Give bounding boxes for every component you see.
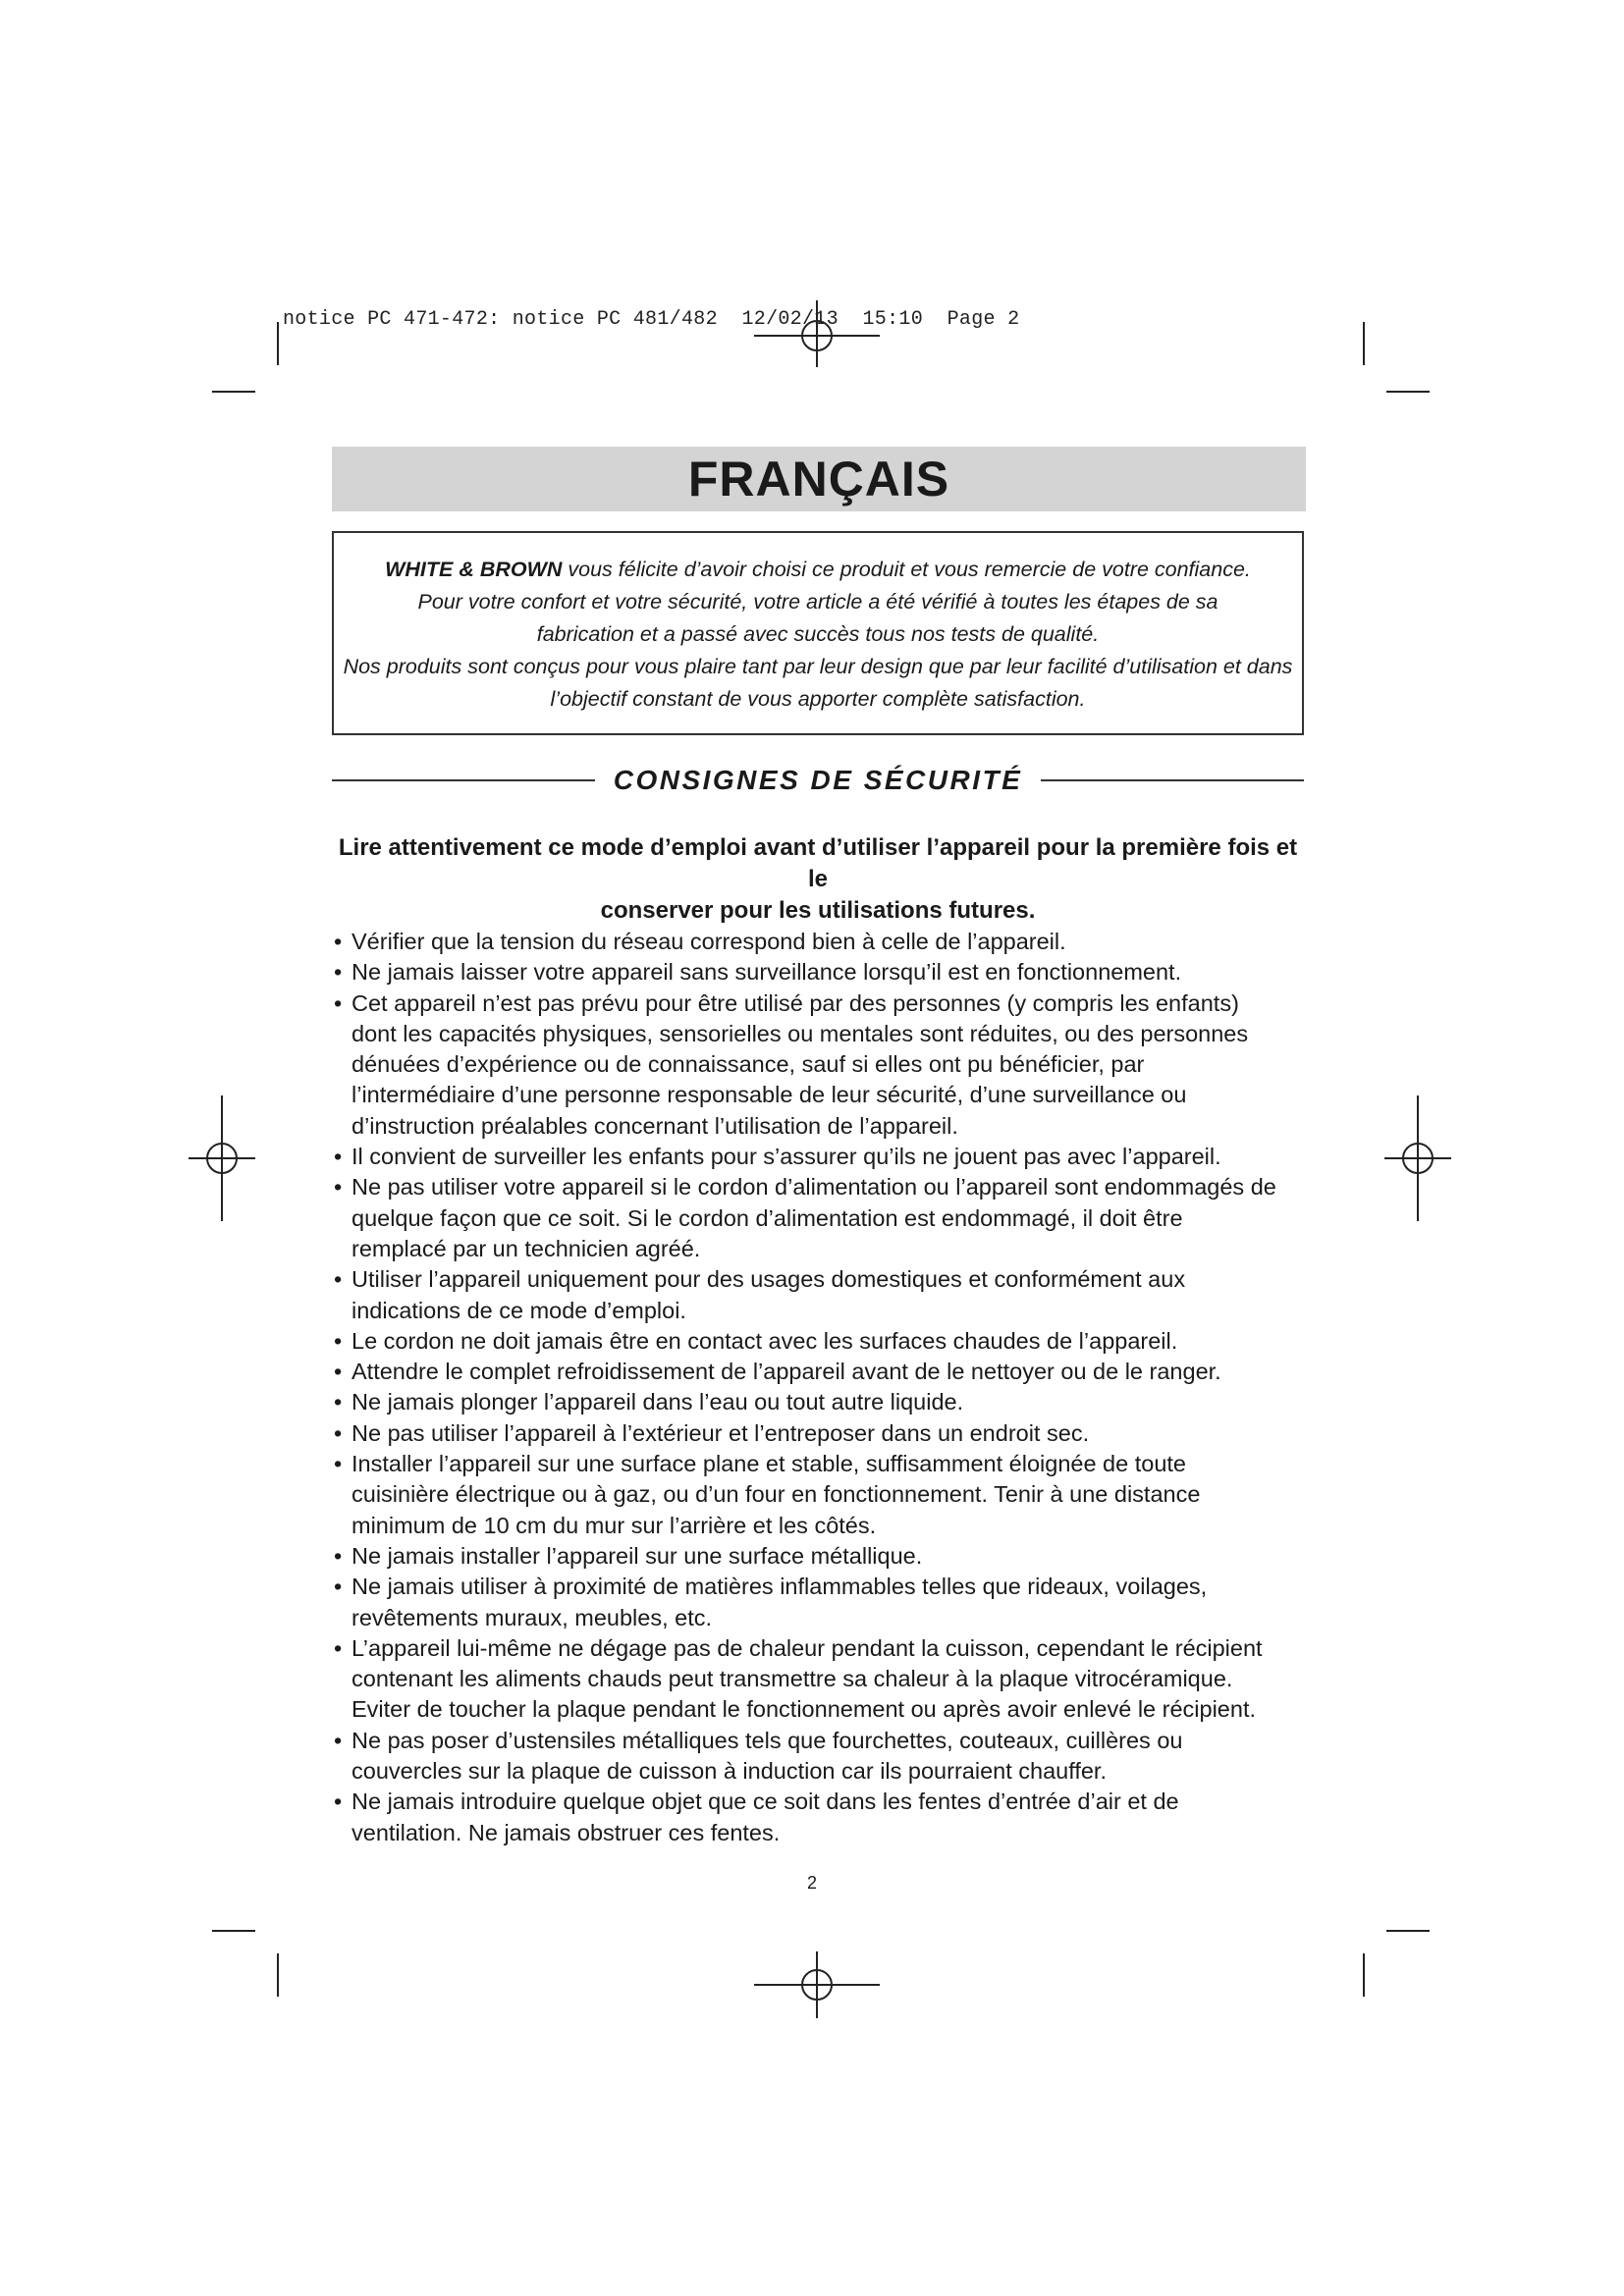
safety-rule-line: quelque façon que ce soit. Si le cordon d’alimentation est endommagé, il doit être bbox=[352, 1204, 1183, 1231]
safety-rule-line: couvercles sur la plaque de cuisson à induction car ils pourraient chauffer. bbox=[352, 1758, 1107, 1785]
safety-rule-line: • Ne pas utiliser l’appareil à l’extérieur et l’entreposer dans un endroit sec. bbox=[352, 1419, 1090, 1446]
safety-rule bbox=[334, 1633, 1316, 1726]
safety-rule-line: remplacé par un technicien agréé. bbox=[352, 1235, 701, 1261]
safety-rule-line: • Ne jamais utiliser à proximité de matières inflammables telles que rideaux, voilages, bbox=[352, 1574, 1208, 1600]
safety-rule-line: • Il convient de surveiller les enfants pour s’assurer qu’ils ne jouent pas avec l’appareil. bbox=[352, 1144, 1221, 1170]
safety-rule bbox=[334, 988, 1316, 1142]
section-title: CONSIGNES DE SÉCURITÉ bbox=[600, 765, 1037, 795]
safety-rule bbox=[334, 1572, 1316, 1633]
safety-rule-line: Eviter de toucher la plaque pendant le fonctionnement ou après avoir enlevé le récipient. bbox=[352, 1696, 1257, 1723]
safety-rule-line: • Ne jamais laisser votre appareil sans surveillance lorsqu’il est en fonctionnement. bbox=[352, 959, 1182, 986]
intro-line-3: fabrication et a passé avec succès tous nos tests de qualité. bbox=[536, 622, 1100, 646]
safety-rule-line: • Ne jamais plonger l’appareil dans l’eau ou tout autre liquide. bbox=[352, 1389, 964, 1415]
safety-rule bbox=[334, 1357, 1316, 1387]
page-number: 2 bbox=[806, 1873, 817, 1893]
safety-rule-line: dénuées d’expérience ou de connaissance, sauf si elles ont pu bénéficier, par bbox=[352, 1051, 1145, 1078]
safety-rule-line: • Ne pas utiliser votre appareil si le cordon d’alimentation ou l’appareil sont endommagés de bbox=[352, 1174, 1276, 1201]
safety-rule-line: d’instruction préalables concernant l’utilisation de l’appareil. bbox=[352, 1112, 958, 1139]
safety-rule-line: ventilation. Ne jamais obstruer ces fentes. bbox=[352, 1819, 781, 1845]
safety-rule bbox=[334, 1387, 1316, 1417]
intro-line-1: WHITE & BROWN vous félicite d’avoir choisi ce produit et vous remercie de votre confiance. bbox=[385, 558, 1251, 581]
print-slug: notice PC 471-472: notice PC 481/482 12/02/13 15:10 Page 2 bbox=[283, 308, 1020, 331]
safety-rule bbox=[334, 1142, 1316, 1172]
safety-rule bbox=[334, 1418, 1316, 1449]
crop-mark-top-right-vertical bbox=[1363, 322, 1365, 365]
crop-mark-bottom-right-vertical bbox=[1363, 1953, 1365, 1997]
lead-line-1: Lire attentivement ce mode d’emploi avant d’utiliser l’appareil pour la première fois et le bbox=[338, 834, 1298, 892]
safety-rule-line: • Utiliser l’appareil uniquement pour des usages domestiques et conformément aux bbox=[352, 1266, 1186, 1293]
safety-rule-line: cuisinière électrique ou à gaz, ou d’un four en fonctionnement. Tenir à une distance bbox=[352, 1481, 1201, 1508]
registration-mark-right bbox=[1384, 1095, 1451, 1221]
intro-line-5: l’objectif constant de vous apporter complète satisfaction. bbox=[550, 687, 1086, 711]
language-title: FRANÇAIS bbox=[332, 447, 1306, 511]
intro-line-2: Pour votre confort et votre sécurité, votre article a été vérifié à toutes les étapes de sa bbox=[417, 590, 1218, 614]
safety-rule-line: • Installer l’appareil sur une surface plane et stable, suffisamment éloignée de toute bbox=[352, 1451, 1186, 1477]
safety-rule-line: • Ne pas poser d’ustensiles métalliques tels que fourchettes, couteaux, cuillères ou bbox=[352, 1727, 1183, 1753]
safety-rule-line: revêtements muraux, meubles, etc. bbox=[352, 1604, 713, 1630]
registration-mark-left bbox=[189, 1095, 255, 1221]
safety-rule-line: • L’appareil lui-même ne dégage pas de chaleur pendant la cuisson, cependant le récipient bbox=[352, 1634, 1263, 1661]
safety-rule-line: minimum de 10 cm du mur sur l’arrière et les côtés. bbox=[352, 1512, 877, 1538]
registration-mark-top bbox=[754, 300, 880, 367]
crop-mark-top-right-horizontal bbox=[1386, 391, 1430, 393]
safety-rule-line: • Ne jamais installer l’appareil sur une surface métallique. bbox=[352, 1542, 923, 1569]
safety-rule-line: • Le cordon ne doit jamais être en contact avec les surfaces chaudes de l’appareil. bbox=[352, 1327, 1178, 1354]
safety-rule bbox=[334, 1172, 1316, 1264]
safety-rules-list bbox=[334, 927, 1316, 1848]
crop-mark-bottom-left-horizontal bbox=[212, 1930, 255, 1932]
safety-rule-line: indications de ce mode d’emploi. bbox=[352, 1297, 686, 1323]
intro-box bbox=[332, 531, 1304, 735]
crop-mark-top-left-vertical bbox=[277, 322, 279, 365]
brand-name: WHITE & BROWN bbox=[385, 558, 563, 581]
intro-line-4: Nos produits sont conçus pour vous plaire tant par leur design que par leur facilité d’utilisation et dans bbox=[343, 655, 1293, 678]
safety-rule bbox=[334, 1787, 1316, 1848]
crop-mark-bottom-left-vertical bbox=[277, 1953, 279, 1997]
safety-rule bbox=[334, 1726, 1316, 1788]
lead-instruction bbox=[332, 832, 1304, 927]
safety-rule bbox=[334, 957, 1316, 988]
crop-mark-top-left-horizontal bbox=[212, 391, 255, 393]
safety-rule-line: • Attendre le complet refroidissement de l’appareil avant de le nettoyer ou de le ranger. bbox=[352, 1359, 1221, 1385]
safety-rule-line: • Ne jamais introduire quelque objet que ce soit dans les fentes d’entrée d’air et de bbox=[352, 1789, 1179, 1815]
registration-mark-bottom bbox=[754, 1951, 880, 2018]
safety-rule-line: • Cet appareil n’est pas prévu pour être utilisé par des personnes (y compris les enfants) bbox=[352, 989, 1239, 1016]
section-heading bbox=[332, 759, 1304, 802]
safety-rule bbox=[334, 1449, 1316, 1541]
safety-rule bbox=[334, 927, 1316, 957]
safety-rule bbox=[334, 1264, 1316, 1326]
safety-rule bbox=[334, 1326, 1316, 1357]
crop-mark-bottom-right-horizontal bbox=[1386, 1930, 1430, 1932]
safety-rule-line: l’intermédiaire d’une personne responsable de leur sécurité, d’une surveillance ou bbox=[352, 1082, 1187, 1108]
safety-rule-line: contenant les aliments chauds peut transmettre sa chaleur à la plaque vitrocéramique. bbox=[352, 1666, 1233, 1692]
safety-rule bbox=[334, 1541, 1316, 1572]
safety-rule-line: dont les capacités physiques, sensorielles ou mentales sont réduites, ou des personnes bbox=[352, 1020, 1249, 1046]
safety-rule-line: • Vérifier que la tension du réseau correspond bien à celle de l’appareil. bbox=[352, 929, 1066, 954]
lead-line-2: conserver pour les utilisations futures. bbox=[600, 897, 1036, 924]
